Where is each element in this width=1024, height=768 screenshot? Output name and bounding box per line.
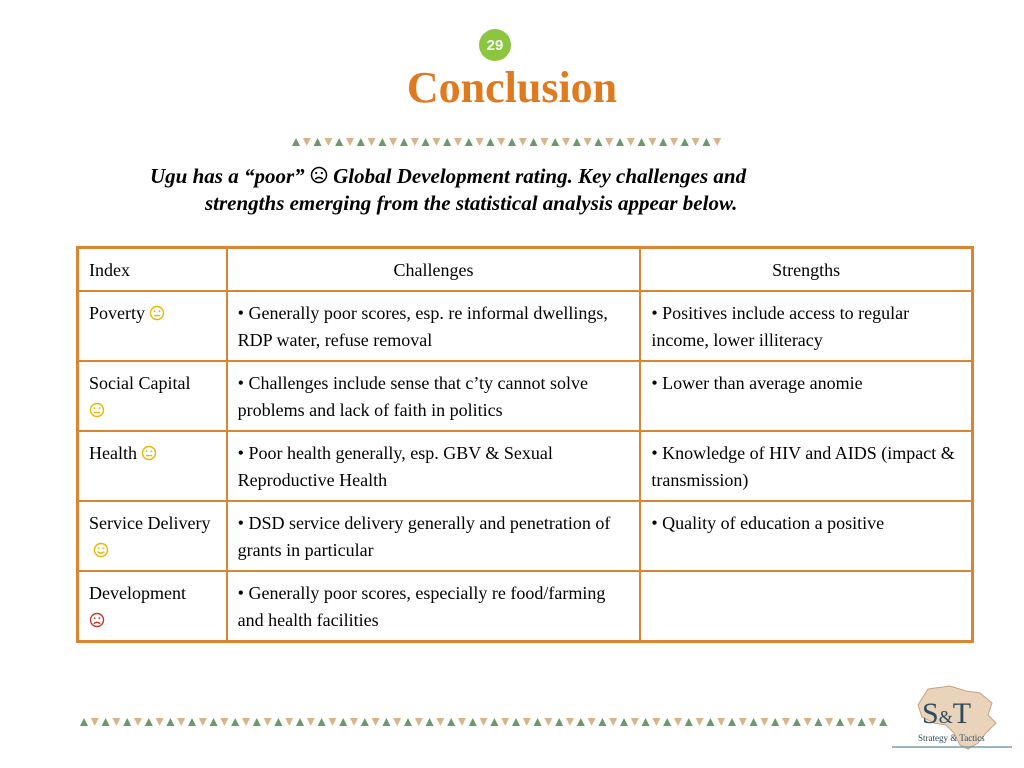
decorative-triangle-border-bottom bbox=[80, 716, 900, 730]
border-triangle bbox=[274, 718, 282, 726]
border-triangle bbox=[469, 718, 477, 726]
challenges-cell: • Generally poor scores, especially re food/farming and health facilities bbox=[227, 571, 641, 642]
border-triangle bbox=[540, 138, 548, 146]
logo-letter-t: T bbox=[952, 697, 972, 730]
border-triangle bbox=[681, 138, 689, 146]
border-triangle bbox=[659, 138, 667, 146]
border-triangle bbox=[314, 138, 322, 146]
border-triangle bbox=[652, 718, 660, 726]
table-header-row bbox=[78, 248, 973, 292]
border-triangle bbox=[588, 718, 596, 726]
border-triangle bbox=[102, 718, 110, 726]
border-triangle bbox=[648, 138, 656, 146]
border-triangle bbox=[642, 718, 650, 726]
border-triangle bbox=[728, 718, 736, 726]
table-row bbox=[78, 571, 973, 642]
st-logo bbox=[888, 683, 1016, 753]
border-triangle bbox=[411, 138, 419, 146]
strengths-cell bbox=[640, 571, 972, 642]
border-triangle bbox=[372, 718, 380, 726]
border-triangle bbox=[685, 718, 693, 726]
border-triangle bbox=[346, 138, 354, 146]
border-triangle bbox=[465, 138, 473, 146]
border-triangle bbox=[562, 138, 570, 146]
border-triangle bbox=[825, 718, 833, 726]
border-triangle bbox=[836, 718, 844, 726]
border-triangle bbox=[80, 718, 88, 726]
border-triangle bbox=[335, 138, 343, 146]
border-triangle bbox=[674, 718, 682, 726]
border-triangle bbox=[145, 718, 153, 726]
border-triangle bbox=[350, 718, 358, 726]
index-cell bbox=[78, 361, 227, 431]
index-label: Health bbox=[89, 443, 137, 463]
border-triangle bbox=[620, 718, 628, 726]
border-triangle bbox=[199, 718, 207, 726]
border-triangle bbox=[324, 138, 332, 146]
border-triangle bbox=[692, 138, 700, 146]
header-index: Index bbox=[78, 248, 227, 292]
border-triangle bbox=[534, 718, 542, 726]
border-triangle bbox=[432, 138, 440, 146]
border-triangle bbox=[303, 138, 311, 146]
border-triangle bbox=[307, 718, 315, 726]
border-triangle bbox=[91, 718, 99, 726]
decorative-triangle-border-top bbox=[292, 136, 728, 150]
border-triangle bbox=[166, 718, 174, 726]
border-triangle bbox=[501, 718, 509, 726]
strengths-cell: • Knowledge of HIV and AIDS (impact & transmission) bbox=[640, 431, 972, 501]
border-triangle bbox=[868, 718, 876, 726]
smiley-face-icon bbox=[93, 542, 109, 558]
border-triangle bbox=[605, 138, 613, 146]
border-triangle bbox=[443, 138, 451, 146]
logo-ampersand: & bbox=[938, 707, 953, 727]
border-triangle bbox=[627, 138, 635, 146]
border-triangle bbox=[523, 718, 531, 726]
border-triangle bbox=[328, 718, 336, 726]
border-triangle bbox=[760, 718, 768, 726]
border-triangle bbox=[476, 138, 484, 146]
strengths-cell: • Lower than average anomie bbox=[640, 361, 972, 431]
page-number-badge: 29 bbox=[479, 29, 511, 61]
index-cell bbox=[78, 291, 227, 361]
border-triangle bbox=[739, 718, 747, 726]
border-triangle bbox=[378, 138, 386, 146]
header-strengths: Strengths bbox=[640, 248, 972, 292]
border-triangle bbox=[638, 138, 646, 146]
border-triangle bbox=[292, 138, 300, 146]
border-triangle bbox=[616, 138, 624, 146]
logo-letter-s: S bbox=[922, 697, 939, 730]
border-triangle bbox=[663, 718, 671, 726]
border-triangle bbox=[458, 718, 466, 726]
border-triangle bbox=[782, 718, 790, 726]
border-triangle bbox=[631, 718, 639, 726]
border-triangle bbox=[368, 138, 376, 146]
index-cell bbox=[78, 571, 227, 642]
border-triangle bbox=[670, 138, 678, 146]
border-triangle bbox=[339, 718, 347, 726]
strengths-cell: • Quality of education a positive bbox=[640, 501, 972, 571]
border-triangle bbox=[750, 718, 758, 726]
border-triangle bbox=[544, 718, 552, 726]
border-triangle bbox=[382, 718, 390, 726]
border-triangle bbox=[231, 718, 239, 726]
border-triangle bbox=[123, 718, 131, 726]
challenges-cell: • Poor health generally, esp. GBV & Sexual Reproductive Health bbox=[227, 431, 641, 501]
border-triangle bbox=[361, 718, 369, 726]
border-triangle bbox=[436, 718, 444, 726]
index-label: Service Delivery bbox=[89, 513, 211, 533]
challenges-cell: • Generally poor scores, esp. re informal dwellings, RDP water, refuse removal bbox=[227, 291, 641, 361]
border-triangle bbox=[285, 718, 293, 726]
slide-subtitle bbox=[130, 163, 920, 217]
neutral-face-icon bbox=[89, 402, 105, 418]
border-triangle bbox=[530, 138, 538, 146]
strengths-cell: • Positives include access to regular income, lower illiteracy bbox=[640, 291, 972, 361]
border-triangle bbox=[220, 718, 228, 726]
subtitle-text-part3: strengths emerging from the statistical analysis appear below. bbox=[205, 191, 738, 215]
subtitle-text-part1: Ugu has a “poor” bbox=[150, 164, 305, 188]
frown-face-icon bbox=[89, 612, 105, 628]
border-triangle bbox=[454, 138, 462, 146]
border-triangle bbox=[879, 718, 887, 726]
frown-face-icon bbox=[310, 166, 328, 184]
border-triangle bbox=[389, 138, 397, 146]
border-triangle bbox=[486, 138, 494, 146]
border-triangle bbox=[264, 718, 272, 726]
table-row bbox=[78, 431, 973, 501]
border-triangle bbox=[566, 718, 574, 726]
border-triangle bbox=[717, 718, 725, 726]
border-triangle bbox=[447, 718, 455, 726]
border-triangle bbox=[706, 718, 714, 726]
subtitle-text-part2: Global Development rating. Key challenges and bbox=[333, 164, 747, 188]
border-triangle bbox=[404, 718, 412, 726]
border-triangle bbox=[156, 718, 164, 726]
border-triangle bbox=[296, 718, 304, 726]
border-triangle bbox=[555, 718, 563, 726]
border-triangle bbox=[598, 718, 606, 726]
header-challenges: Challenges bbox=[227, 248, 641, 292]
border-triangle bbox=[480, 718, 488, 726]
challenges-cell: • Challenges include sense that c’ty cannot solve problems and lack of faith in politics bbox=[227, 361, 641, 431]
index-label: Development bbox=[89, 583, 186, 603]
neutral-face-icon bbox=[149, 305, 165, 321]
border-triangle bbox=[696, 718, 704, 726]
border-triangle bbox=[242, 718, 250, 726]
border-triangle bbox=[771, 718, 779, 726]
border-triangle bbox=[814, 718, 822, 726]
border-triangle bbox=[584, 138, 592, 146]
challenges-cell: • DSD service delivery generally and penetration of grants in particular bbox=[227, 501, 641, 571]
border-triangle bbox=[847, 718, 855, 726]
border-triangle bbox=[594, 138, 602, 146]
border-triangle bbox=[793, 718, 801, 726]
border-triangle bbox=[210, 718, 218, 726]
border-triangle bbox=[609, 718, 617, 726]
border-triangle bbox=[253, 718, 261, 726]
border-triangle bbox=[318, 718, 326, 726]
table-row bbox=[78, 361, 973, 431]
border-triangle bbox=[858, 718, 866, 726]
logo-tagline: Strategy & Tactics bbox=[918, 733, 985, 743]
border-triangle bbox=[519, 138, 527, 146]
border-triangle bbox=[508, 138, 516, 146]
border-triangle bbox=[804, 718, 812, 726]
border-triangle bbox=[497, 138, 505, 146]
border-triangle bbox=[490, 718, 498, 726]
table-row bbox=[78, 501, 973, 571]
border-triangle bbox=[713, 138, 721, 146]
slide-title: Conclusion bbox=[406, 63, 618, 112]
index-analysis-table bbox=[76, 246, 974, 643]
border-triangle bbox=[112, 718, 120, 726]
border-triangle bbox=[551, 138, 559, 146]
border-triangle bbox=[400, 138, 408, 146]
border-triangle bbox=[702, 138, 710, 146]
index-cell bbox=[78, 501, 227, 571]
index-label: Poverty bbox=[89, 303, 145, 323]
border-triangle bbox=[577, 718, 585, 726]
index-cell bbox=[78, 431, 227, 501]
border-triangle bbox=[188, 718, 196, 726]
border-triangle bbox=[177, 718, 185, 726]
border-triangle bbox=[393, 718, 401, 726]
index-label: Social Capital bbox=[89, 373, 191, 393]
border-triangle bbox=[415, 718, 423, 726]
border-triangle bbox=[426, 718, 434, 726]
border-triangle bbox=[134, 718, 142, 726]
border-triangle bbox=[422, 138, 430, 146]
border-triangle bbox=[573, 138, 581, 146]
table-row bbox=[78, 291, 973, 361]
neutral-face-icon bbox=[141, 445, 157, 461]
border-triangle bbox=[357, 138, 365, 146]
border-triangle bbox=[512, 718, 520, 726]
